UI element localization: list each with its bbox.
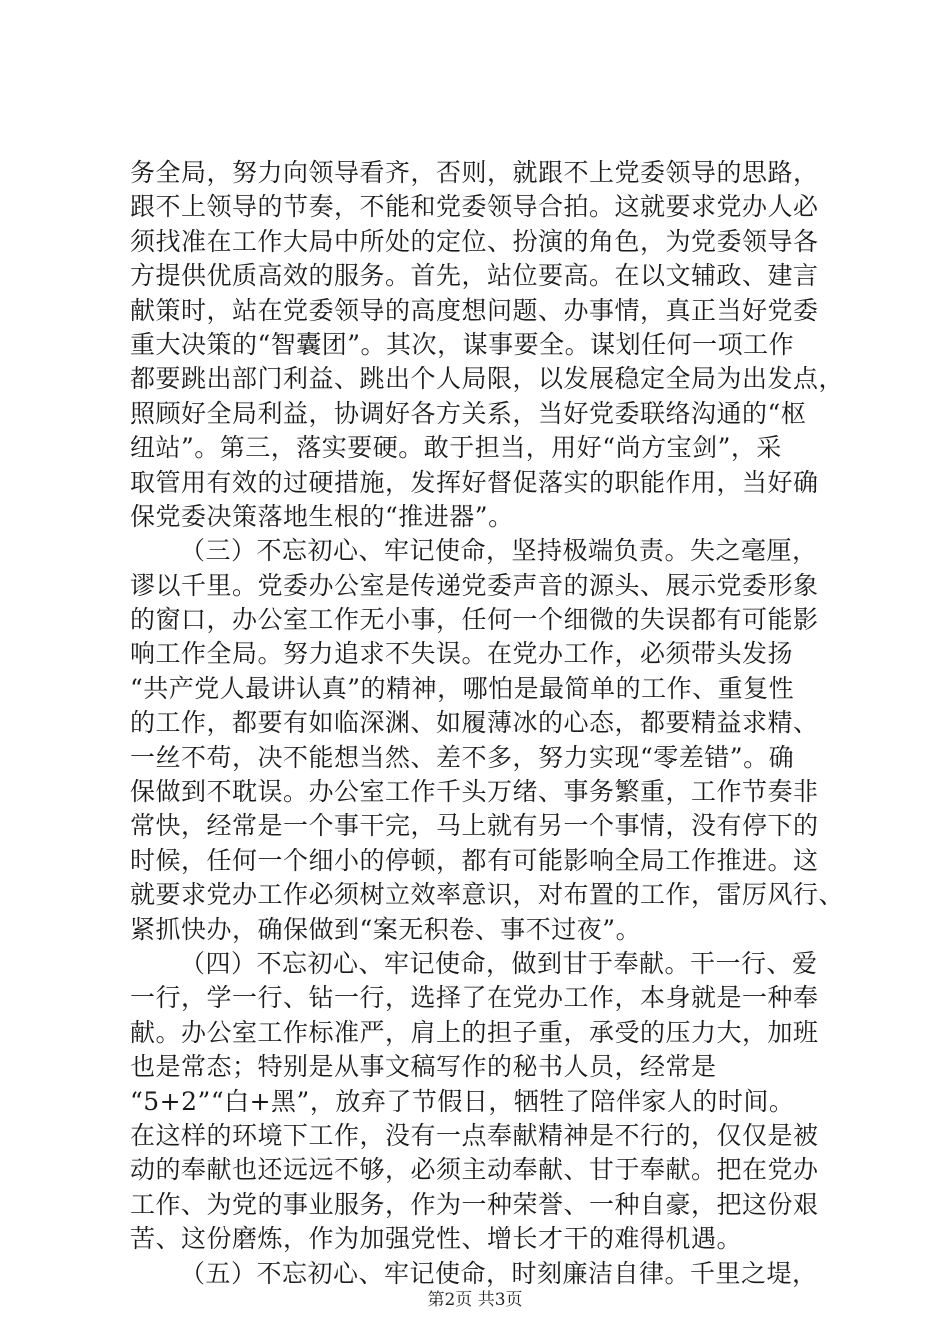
text-line: 须找准在工作大局中所处的定位、扮演的角色，为党委领导各 xyxy=(130,226,819,256)
text-line: 的工作，都要有如临深渊、如履薄冰的心态，都要精益求精、 xyxy=(130,708,819,738)
text-line: 工作、为党的事业服务，作为一种荣誉、一种自豪，把这份艰 xyxy=(130,1189,819,1219)
text-line: 照顾好全局利益，协调好各方关系，当好党委联络沟通的“枢 xyxy=(130,398,807,428)
text-line: 保做到不耽误。办公室工作千头万绪、事务繁重，工作节奏非 xyxy=(130,777,819,807)
text-line: 苦、这份磨炼，作为加强党性、增长才干的难得机遇。 xyxy=(130,1224,743,1254)
text-line: 响工作全局。努力追求不失误。在党办工作，必须带头发扬 xyxy=(130,639,794,669)
paragraph-start-line: （三）不忘初心、牢记使命，坚持极端负责。失之毫厘， xyxy=(180,536,818,566)
text-line: 在这样的环境下工作，没有一点奉献精神是不行的，仅仅是被 xyxy=(130,1120,819,1150)
text-line: 跟不上领导的节奏，不能和党委领导合拍。这就要求党办人必 xyxy=(130,192,819,222)
text-line: 取管用有效的过硬措施，发挥好督促落实的职能作用，当好确 xyxy=(130,467,819,497)
text-line: 就要求党办工作必须树立效率意识，对布置的工作，雷厉风行、 xyxy=(130,880,845,910)
paragraph-start-line: （四）不忘初心、牢记使命，做到甘于奉献。干一行、爱 xyxy=(180,948,818,978)
text-line: 方提供优质高效的服务。首先，站位要高。在以文辅政、建言 xyxy=(130,261,819,291)
text-line: 谬以千里。党委办公室是传递党委声音的源头、展示党委形象 xyxy=(130,570,819,600)
text-line: “5+2”“白+黑”，放弃了节假日，牺牲了陪伴家人的时间。 xyxy=(130,1086,795,1116)
text-line: 时候，任何一个细小的停顿，都有可能影响全局工作推进。这 xyxy=(130,845,819,875)
document-body xyxy=(130,156,845,1291)
text-line: “共产党人最讲认真”的精神，哪怕是最简单的工作、重复性 xyxy=(130,673,795,703)
text-line: 一行，学一行、钻一行，选择了在党办工作，本身就是一种奉 xyxy=(130,983,819,1013)
text-line: 常快，经常是一个事干完，马上就有另一个事情，没有停下的 xyxy=(130,811,819,841)
text-line: 动的奉献也还远远不够，必须主动奉献、甘于奉献。把在党办 xyxy=(130,1155,819,1185)
text-line: 也是常态；特别是从事文稿写作的秘书人员，经常是 xyxy=(130,1052,717,1082)
text-line: 献。办公室工作标准严，肩上的担子重，承受的压力大，加班 xyxy=(130,1017,819,1047)
text-line: 一丝不苟，决不能想当然、差不多，努力实现“零差错”。确 xyxy=(130,742,795,772)
text-line: 保党委决策落地生根的“推进器”。 xyxy=(130,501,514,531)
text-line: 务全局，努力向领导看齐，否则，就跟不上党委领导的思路， xyxy=(130,158,819,187)
text-line: 都要跳出部门利益、跳出个人局限，以发展稳定全局为出发点， xyxy=(130,364,845,394)
text-line: 纽站”。第三，落实要硬。敢于担当，用好“尚方宝剑”，采 xyxy=(130,433,782,463)
text-line: 重大决策的“智囊团”。其次，谋事要全。谋划任何一项工作 xyxy=(130,329,795,359)
page-footer xyxy=(0,1285,950,1310)
paragraph-start-line: （五）不忘初心、牢记使命，时刻廉洁自律。千里之堤， xyxy=(180,1258,818,1288)
text-line: 的窗口，办公室工作无小事，任何一个细微的失误都有可能影 xyxy=(130,605,819,635)
page-number-label: 第2页 共3页 xyxy=(427,1290,523,1310)
text-line: 紧抓快办，确保做到“案无积卷、事不过夜”。 xyxy=(130,914,642,944)
text-line: 献策时，站在党委领导的高度想问题、办事情，真正当好党委 xyxy=(130,295,819,325)
